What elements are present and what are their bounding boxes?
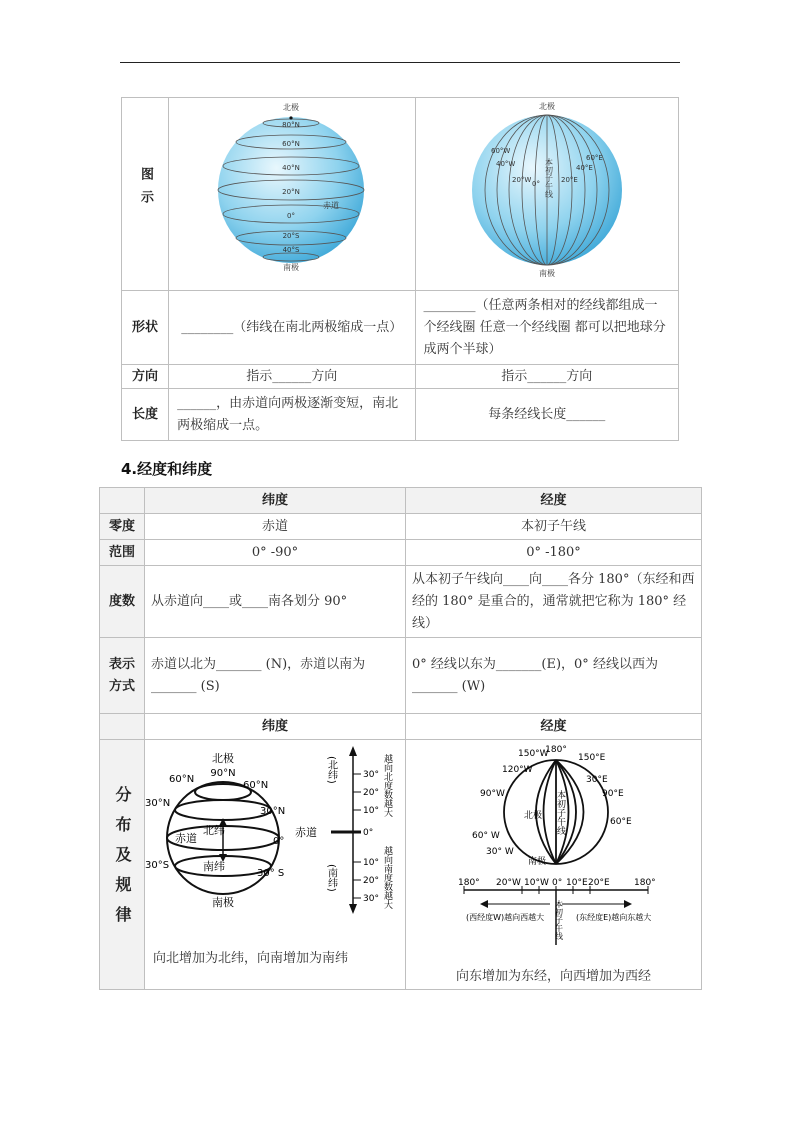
lon-prime-meridian: 本初子午线 bbox=[544, 158, 554, 198]
row-label-notation: 表示方式 bbox=[100, 638, 145, 714]
lonfig-prime: 本初子午线 bbox=[555, 790, 565, 835]
longitude-globe-figure bbox=[416, 98, 678, 282]
subheader-lat: 纬度 bbox=[145, 714, 406, 740]
lat-notation-cell: 赤道以北为_______ (N)，赤道以南为_______ (S) bbox=[145, 638, 406, 714]
lat-direction-cell: 指示______方向 bbox=[169, 365, 415, 389]
lonfig-scale-20e: 20°E bbox=[588, 878, 610, 888]
lon-label-40e: 40°E bbox=[575, 164, 593, 172]
lat-label-80n: 80°N bbox=[282, 121, 300, 129]
lonfig-120w: 120°W bbox=[502, 765, 533, 775]
lat-north-pole: 北极 bbox=[283, 103, 300, 112]
lon-length-cell: 每条经线长度______ bbox=[415, 389, 678, 441]
row-label-illustration bbox=[122, 98, 169, 291]
latfig-left-30s: 30°S bbox=[145, 860, 170, 871]
lonfig-90w: 90°W bbox=[480, 789, 505, 799]
lonfig-scale-20w: 20°W bbox=[496, 878, 521, 888]
row-label-distribution bbox=[100, 740, 145, 990]
lon-north-pole: 北极 bbox=[538, 102, 555, 111]
lon-label-60w: 60°W bbox=[490, 147, 510, 155]
lon-distribution-cell bbox=[406, 740, 702, 990]
lonfig-east-note: (东经度E)越向东越大 bbox=[576, 913, 652, 922]
lon-zero-cell: 本初子午线 bbox=[406, 514, 702, 540]
lon-label-20e: 20°E bbox=[560, 176, 578, 184]
row-label-zero: 零度 bbox=[100, 514, 145, 540]
longitude-latitude-table bbox=[99, 487, 702, 990]
lonfig-90e: 90°E bbox=[602, 789, 624, 799]
lonfig-150w: 150°W bbox=[518, 749, 549, 759]
lat-length-cell: ______，由赤道向两极逐渐变短，南北两极缩成一点。 bbox=[169, 389, 415, 441]
lat-label-20n: 20°N bbox=[282, 188, 300, 196]
lonfig-scale-180e: 180° bbox=[634, 878, 656, 888]
latfig-tick-30s: 30° bbox=[363, 894, 379, 904]
lon-south-pole: 南极 bbox=[538, 269, 555, 278]
lonfig-prime-vertical: 本初子午线 bbox=[554, 900, 564, 940]
lat-range-cell: 0° -90° bbox=[145, 540, 406, 566]
lonfig-150e: 150°E bbox=[578, 753, 606, 763]
latitude-distribution-figure bbox=[145, 740, 405, 940]
lon-caption: 向东增加为东经，向西增加为西经 bbox=[455, 969, 651, 984]
latfig-tick-20s: 20° bbox=[363, 876, 379, 886]
lonfig-scale-0: 0° bbox=[552, 878, 563, 888]
lat-label-0: 0° bbox=[287, 212, 296, 220]
latfig-south-brace: (南纬) bbox=[325, 864, 337, 892]
lon-shape-cell: ________（任意两条相对的经线都组成一个经线圈 任意一个经线圈 都可以把地球分成两个半球） bbox=[415, 291, 678, 365]
row-label-degrees: 度数 bbox=[100, 566, 145, 638]
lonfig-30e: 30°E bbox=[586, 775, 608, 785]
lonfig-60w: 60° W bbox=[472, 831, 500, 841]
lonfig-180: 180° bbox=[545, 745, 567, 755]
latfig-equator: 赤道 bbox=[175, 832, 197, 845]
latfig-north-note: 越向北度数越大 bbox=[382, 754, 392, 817]
lonfig-scale-180w: 180° bbox=[458, 878, 480, 888]
lonfig-scale-10e: 10°E bbox=[566, 878, 588, 888]
latfig-left-30n: 30°N bbox=[145, 798, 171, 809]
header-lat: 纬度 bbox=[145, 488, 406, 514]
latfig-tick-20n: 20° bbox=[363, 788, 379, 798]
latfig-right-30s: 30° S bbox=[257, 868, 285, 879]
lonfig-west-note: (西经度W)越向西越大 bbox=[466, 913, 545, 922]
latfig-tick-0: 0° bbox=[363, 828, 374, 838]
lat-zero-cell: 赤道 bbox=[145, 514, 406, 540]
latfig-tick-30n: 30° bbox=[363, 770, 379, 780]
lat-caption: 向北增加为北纬，向南增加为南纬 bbox=[153, 951, 349, 966]
header-rule bbox=[120, 62, 680, 63]
lat-degrees-cell: 从赤道向____或____南各划分 90° bbox=[145, 566, 406, 638]
row-label-direction: 方向 bbox=[122, 365, 169, 389]
subheader-lon: 经度 bbox=[406, 714, 702, 740]
lat-label-20s: 20°S bbox=[282, 232, 300, 240]
longitude-distribution-figure bbox=[406, 740, 701, 958]
latfig-south-pole: 南极 bbox=[212, 896, 234, 909]
lat-label-60n: 60°N bbox=[282, 140, 300, 148]
row-label-range: 范围 bbox=[100, 540, 145, 566]
lonfig-south-pole: 南极 bbox=[528, 857, 547, 867]
lon-label-40w: 40°W bbox=[495, 160, 515, 168]
latfig-tick-10n: 10° bbox=[363, 806, 379, 816]
latfig-north-pole: 北极 bbox=[212, 752, 234, 765]
distribution-label: 分布及规律 bbox=[113, 785, 132, 936]
lat-distribution-cell bbox=[145, 740, 406, 990]
lon-label-60e: 60°E bbox=[585, 154, 603, 162]
latfig-south-lat: 南纬 bbox=[203, 860, 225, 873]
lat-globe-cell bbox=[169, 98, 415, 291]
row-label-length: 长度 bbox=[122, 389, 169, 441]
latfig-right-60n: 60°N bbox=[243, 780, 269, 791]
lon-label-0: 0° bbox=[531, 180, 540, 188]
lon-label-20w: 20°W bbox=[511, 176, 531, 184]
latfig-left-60n: 60°N bbox=[169, 774, 195, 785]
latfig-right-0: 0° bbox=[273, 836, 285, 847]
lonfig-30w: 30° W bbox=[486, 847, 514, 857]
lon-notation-cell: 0° 经线以东为_______(E)，0° 经线以西为_______ (W) bbox=[406, 638, 702, 714]
lon-globe-cell bbox=[415, 98, 678, 291]
lat-label-40s: 40°S bbox=[282, 246, 300, 254]
subheader-blank bbox=[100, 714, 145, 740]
header-lon: 经度 bbox=[406, 488, 702, 514]
latitude-globe-figure bbox=[169, 98, 414, 282]
lat-south-pole: 南极 bbox=[283, 263, 300, 272]
latfig-tick-10s: 10° bbox=[363, 858, 379, 868]
latfig-north-brace: (北纬) bbox=[325, 756, 337, 784]
lonfig-scale-10w: 10°W bbox=[524, 878, 549, 888]
lon-degrees-cell: 从本初子午线向____向____各分 180°（东经和西经的 180° 是重合的，通常就把它称为 180° 经线） bbox=[406, 566, 702, 638]
lat-label-40n: 40°N bbox=[282, 164, 300, 172]
latfig-north-lat: 北纬 bbox=[203, 824, 225, 837]
latfig-scale-equator: 赤道 bbox=[295, 826, 317, 839]
lon-direction-cell: 指示______方向 bbox=[415, 365, 678, 389]
section-title: 4.经度和纬度 bbox=[121, 460, 213, 478]
header-blank bbox=[100, 488, 145, 514]
latfig-south-note: 越向南度数越大 bbox=[382, 846, 392, 909]
illustration-label: 图示 bbox=[138, 167, 154, 213]
latfig-90n: 90°N bbox=[210, 768, 236, 779]
latfig-right-30n: 30°N bbox=[260, 806, 286, 817]
lonfig-60e: 60°E bbox=[610, 817, 632, 827]
row-label-shape: 形状 bbox=[122, 291, 169, 365]
lat-shape-cell: ________（纬线在南北两极缩成一点） bbox=[169, 291, 415, 365]
lon-range-cell: 0° -180° bbox=[406, 540, 702, 566]
lonfig-north-pole: 北极 bbox=[524, 811, 543, 821]
lat-equator: 赤道 bbox=[323, 201, 340, 210]
parallel-meridian-table bbox=[121, 97, 679, 441]
